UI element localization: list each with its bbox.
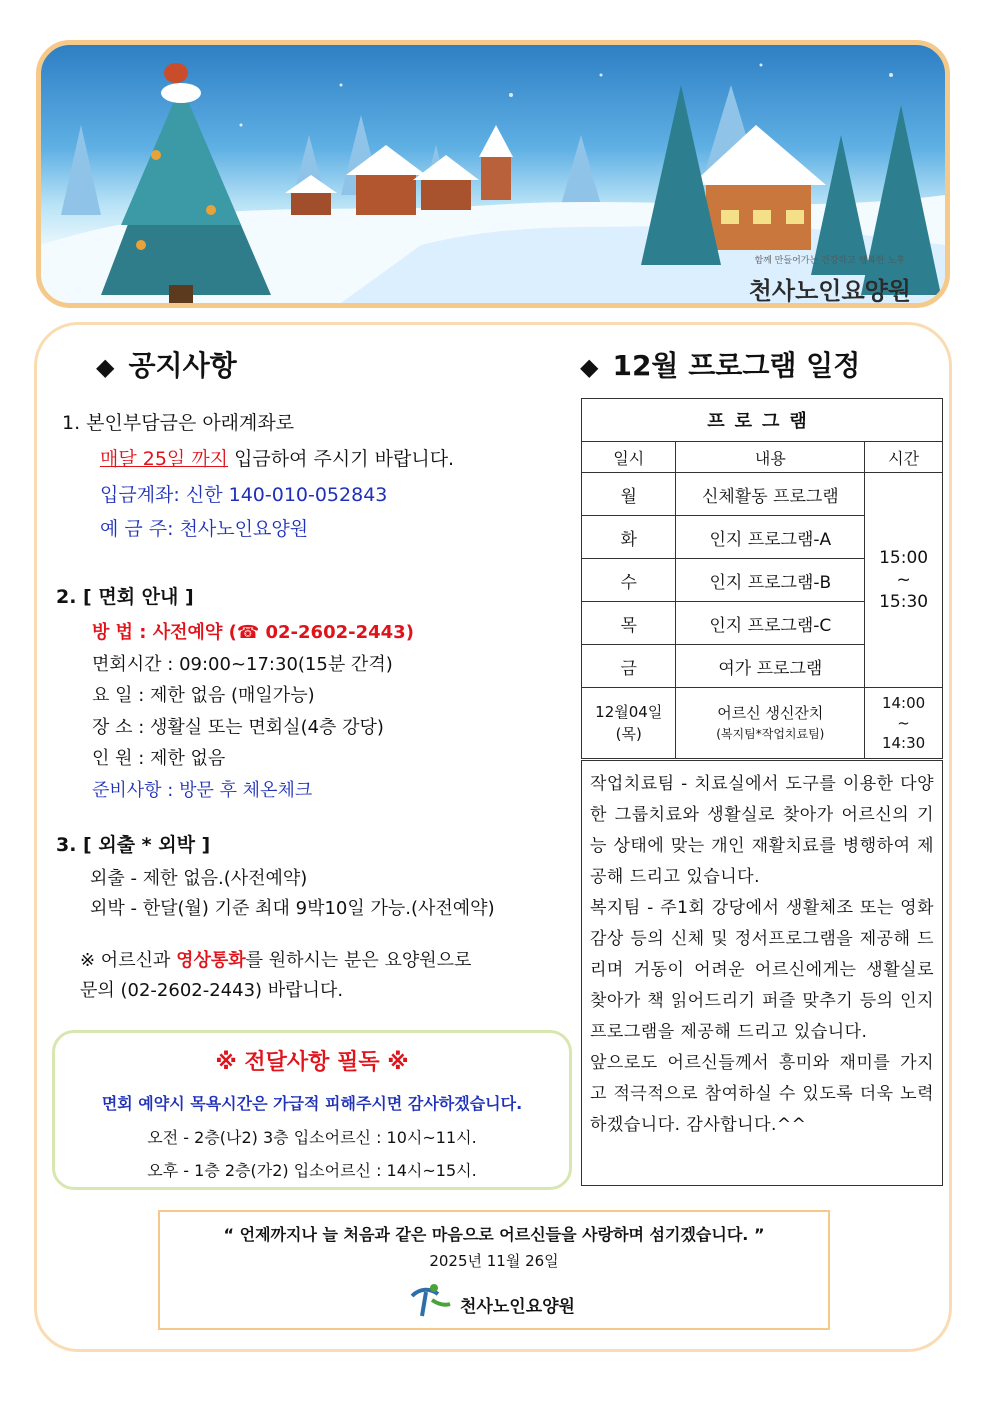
description-paragraph: 복지팀 - 주1회 강당에서 생활체조 또는 영화감상 등의 신체 및 정서프로그램을 제공해 드리며 거동이 어려운 어르신에게는 생활실로 찾아가 책 읽어드리기 퍼즐 맞추기 등의 인지프로그램을 제공해 드리고 있습니다. — [590, 898, 934, 1042]
schedule-day: 화 — [582, 516, 676, 559]
morning-bath-schedule: 오전 - 2층(나2) 3층 입소어르신 : 10시~11시. — [147, 1128, 477, 1147]
video-call-notice: ※ 어르신과 영상통화를 원하시는 분은 요양원으로 — [80, 950, 472, 971]
program-schedule-table — [581, 398, 943, 759]
footer-date: 2025년 11월 26일 — [429, 1252, 559, 1270]
schedule-table-title: 프로그램 — [582, 399, 943, 442]
schedule-program: 여가 프로그램 — [676, 645, 865, 688]
visit-place: 장 소 : 생활실 또는 면회실(4층 강당) — [92, 717, 384, 738]
important-notice-title: ※ 전달사항 필독 ※ — [215, 1050, 409, 1075]
schedule-day: 금 — [582, 645, 676, 688]
schedule-section-title: ◆ 12월 프로그램 일정 — [580, 349, 861, 382]
notice-section-title: ◆ 공지사항 — [96, 349, 237, 382]
visit-people: 인 원 : 제한 없음 — [92, 748, 226, 769]
event-date: 12월04일 (목) — [582, 688, 676, 759]
visit-heading: 2. [ 면회 안내 ] — [56, 586, 194, 608]
outing-rule: 외출 - 제한 없음.(사전예약) — [90, 868, 308, 889]
visit-preparation: 준비사항 : 방문 후 체온체크 — [92, 780, 313, 801]
visit-method: 방 법 : 사전예약 (☎ 02-2602-2443) — [92, 622, 414, 643]
schedule-day: 목 — [582, 602, 676, 645]
bath-time-notice: 면회 예약시 목욕시간은 가급적 피해주시면 감사하겠습니다. — [101, 1094, 523, 1113]
column-header-content: 내용 — [676, 442, 865, 473]
schedule-program: 신체활동 프로그램 — [676, 473, 865, 516]
schedule-day: 수 — [582, 559, 676, 602]
account-holder: 예 금 주: 천사노인요양원 — [100, 518, 309, 540]
diamond-icon: ◆ — [580, 353, 599, 381]
event-content: 어르신 생신잔치 (복지팀*작업치료팀) — [676, 688, 865, 759]
program-description-box — [581, 760, 943, 1186]
outing-heading: 3. [ 외출 * 외박 ] — [56, 834, 211, 856]
house-icon — [285, 125, 513, 215]
schedule-day: 월 — [582, 473, 676, 516]
bank-account: 입금계좌: 신한 140-010-052843 — [100, 484, 388, 506]
video-call-highlight: 영상통화 — [176, 950, 246, 971]
column-header-date: 일시 — [582, 442, 676, 473]
schedule-program: 인지 프로그램-B — [676, 559, 865, 602]
event-time: 14:00 ~ 14:30 — [865, 688, 943, 759]
visit-time: 면회시간 : 09:00~17:30(15분 간격) — [92, 654, 393, 675]
footer-quote: “ 언제까지나 늘 처음과 같은 마음으로 어르신들을 사랑하며 섬기겠습니다. ” — [223, 1225, 765, 1244]
column-header-time: 시간 — [865, 442, 943, 473]
diamond-icon: ◆ — [96, 353, 115, 381]
regular-program-time: 15:00 ~ 15:30 — [865, 473, 943, 688]
footer-box — [158, 1210, 830, 1330]
footer-org-name: 천사노인요양원 — [460, 1297, 575, 1317]
logo-icon — [408, 1282, 452, 1318]
notice-item-1-line1: 1. 본인부담금은 아래계좌로 — [62, 412, 295, 434]
video-call-contact: 문의 (02-2602-2443) 바랍니다. — [80, 980, 344, 1001]
payment-deadline: 매달 25일 까지 — [100, 448, 229, 470]
header-banner — [36, 40, 950, 308]
banner-title: 천사노인요양원 — [748, 277, 911, 305]
banner-slogan: 함께 만들어가는 건강하고 행복한 노후 — [754, 256, 905, 266]
visit-days: 요 일 : 제한 없음 (매일가능) — [92, 685, 315, 706]
notice-item-1-line2: 매달 25일 까지 입금하여 주시기 바랍니다. — [100, 448, 455, 470]
schedule-program: 인지 프로그램-A — [676, 516, 865, 559]
christmas-tree-icon — [101, 63, 271, 303]
afternoon-bath-schedule: 오후 - 1층 2층(가2) 입소어르신 : 14시~15시. — [147, 1161, 477, 1180]
important-notice-box — [52, 1030, 572, 1190]
schedule-program: 인지 프로그램-C — [676, 602, 865, 645]
description-paragraph: 작업치료팀 - 치료실에서 도구를 이용한 다양한 그룹치료와 생활실로 찾아가 어르신의 기능 상태에 맞는 개인 재활치료를 병행하여 제공해 드리고 있습니다. — [590, 774, 934, 887]
overnight-rule: 외박 - 한달(월) 기준 최대 9박10일 가능.(사전예약) — [90, 898, 495, 919]
description-paragraph: 앞으로도 어르신들께서 흥미와 재미를 가지고 적극적으로 참여하실 수 있도록 더욱 노력하겠습니다. 감사합니다.^^ — [590, 1053, 934, 1135]
